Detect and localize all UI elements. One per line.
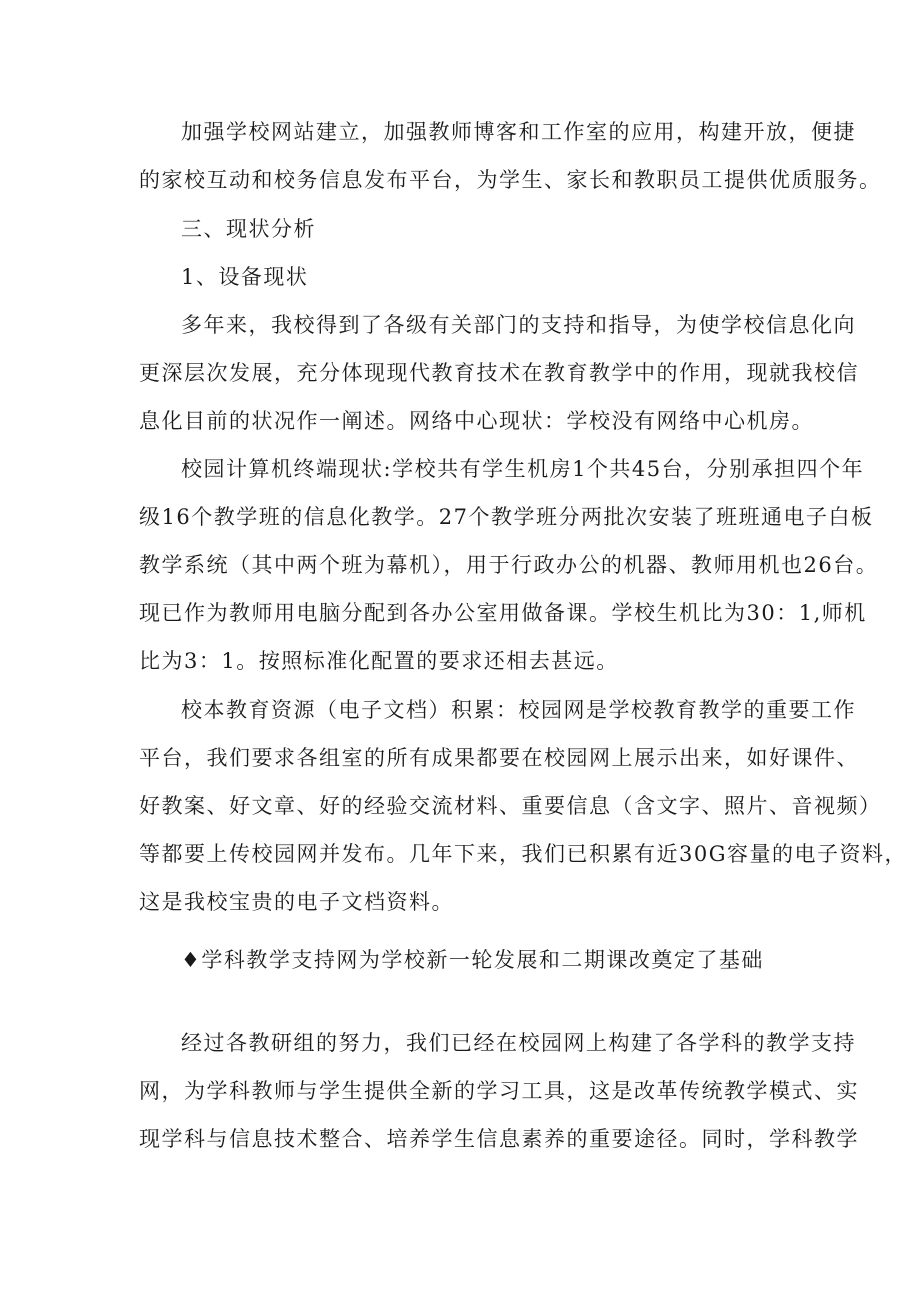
paragraph-1-line-2: 的家校互动和校务信息发布平台，为学生、家长和教职员工提供优质服务。 (139, 168, 882, 192)
paragraph-3-line-4: 现已作为教师用电脑分配到各办公室用做备课。学校生机比为30：1,师机 (139, 601, 867, 625)
paragraph-2-line-2: 更深层次发展，充分体现现代教育技术在教育教学中的作用，现就我校信 (139, 361, 859, 385)
paragraph-6-line-1: 经过各教研组的努力，我们已经在校园网上构建了各学科的教学支持 (181, 1031, 856, 1055)
paragraph-6-line-3: 现学科与信息技术整合、培养学生信息素养的重要途径。同时，学科教学 (139, 1127, 859, 1151)
paragraph-3-line-2: 级16个教学班的信息化教学。27个教学班分两批次安装了班班通电子白板 (139, 505, 874, 529)
paragraph-6-line-2: 网，为学科教师与学生提供全新的学习工具，这是改革传统教学模式、实 (139, 1079, 859, 1103)
paragraph-3-line-5: 比为3：1。按照标准化配置的要求还相去甚远。 (139, 649, 619, 673)
paragraph-2-line-3: 息化目前的状况作一阐述。网络中心现状：学校没有网络中心机房。 (139, 409, 814, 433)
paragraph-2-line-1: 多年来，我校得到了各级有关部门的支持和指导，为使学校信息化向 (181, 313, 856, 337)
paragraph-4-line-4: 等都要上传校园网并发布。几年下来，我们已积累有近30G容量的电子资料， (139, 842, 907, 866)
paragraph-1-line-1: 加强学校网站建立，加强教师博客和工作室的应用，构建开放，便捷 (181, 120, 856, 144)
paragraph-3-line-1: 校园计算机终端现状:学校共有学生机房1个共45台，分别承担四个年 (181, 457, 865, 481)
paragraph-4-line-3: 好教案、好文章、好的经验交流材料、重要信息（含文字、照片、音视频） (139, 794, 882, 818)
paragraph-4-line-5: 这是我校宝贵的电子文档资料。 (139, 890, 454, 914)
paragraph-3-line-3: 教学系统（其中两个班为幕机），用于行政办公的机器、教师用机也26台。 (139, 553, 879, 577)
subsection-heading: 1、设备现状 (181, 265, 309, 289)
paragraph-4-line-2: 平台，我们要求各组室的所有成果都要在校园网上展示出来，如好课件、 (139, 746, 859, 770)
section-heading: 三、现状分析 (181, 217, 316, 241)
bullet-line: ♦学科教学支持网为学校新一轮发展和二期课改奠定了基础 (181, 948, 764, 972)
paragraph-4-line-1: 校本教育资源（电子文档）积累：校园网是学校教育教学的重要工作 (181, 698, 856, 722)
